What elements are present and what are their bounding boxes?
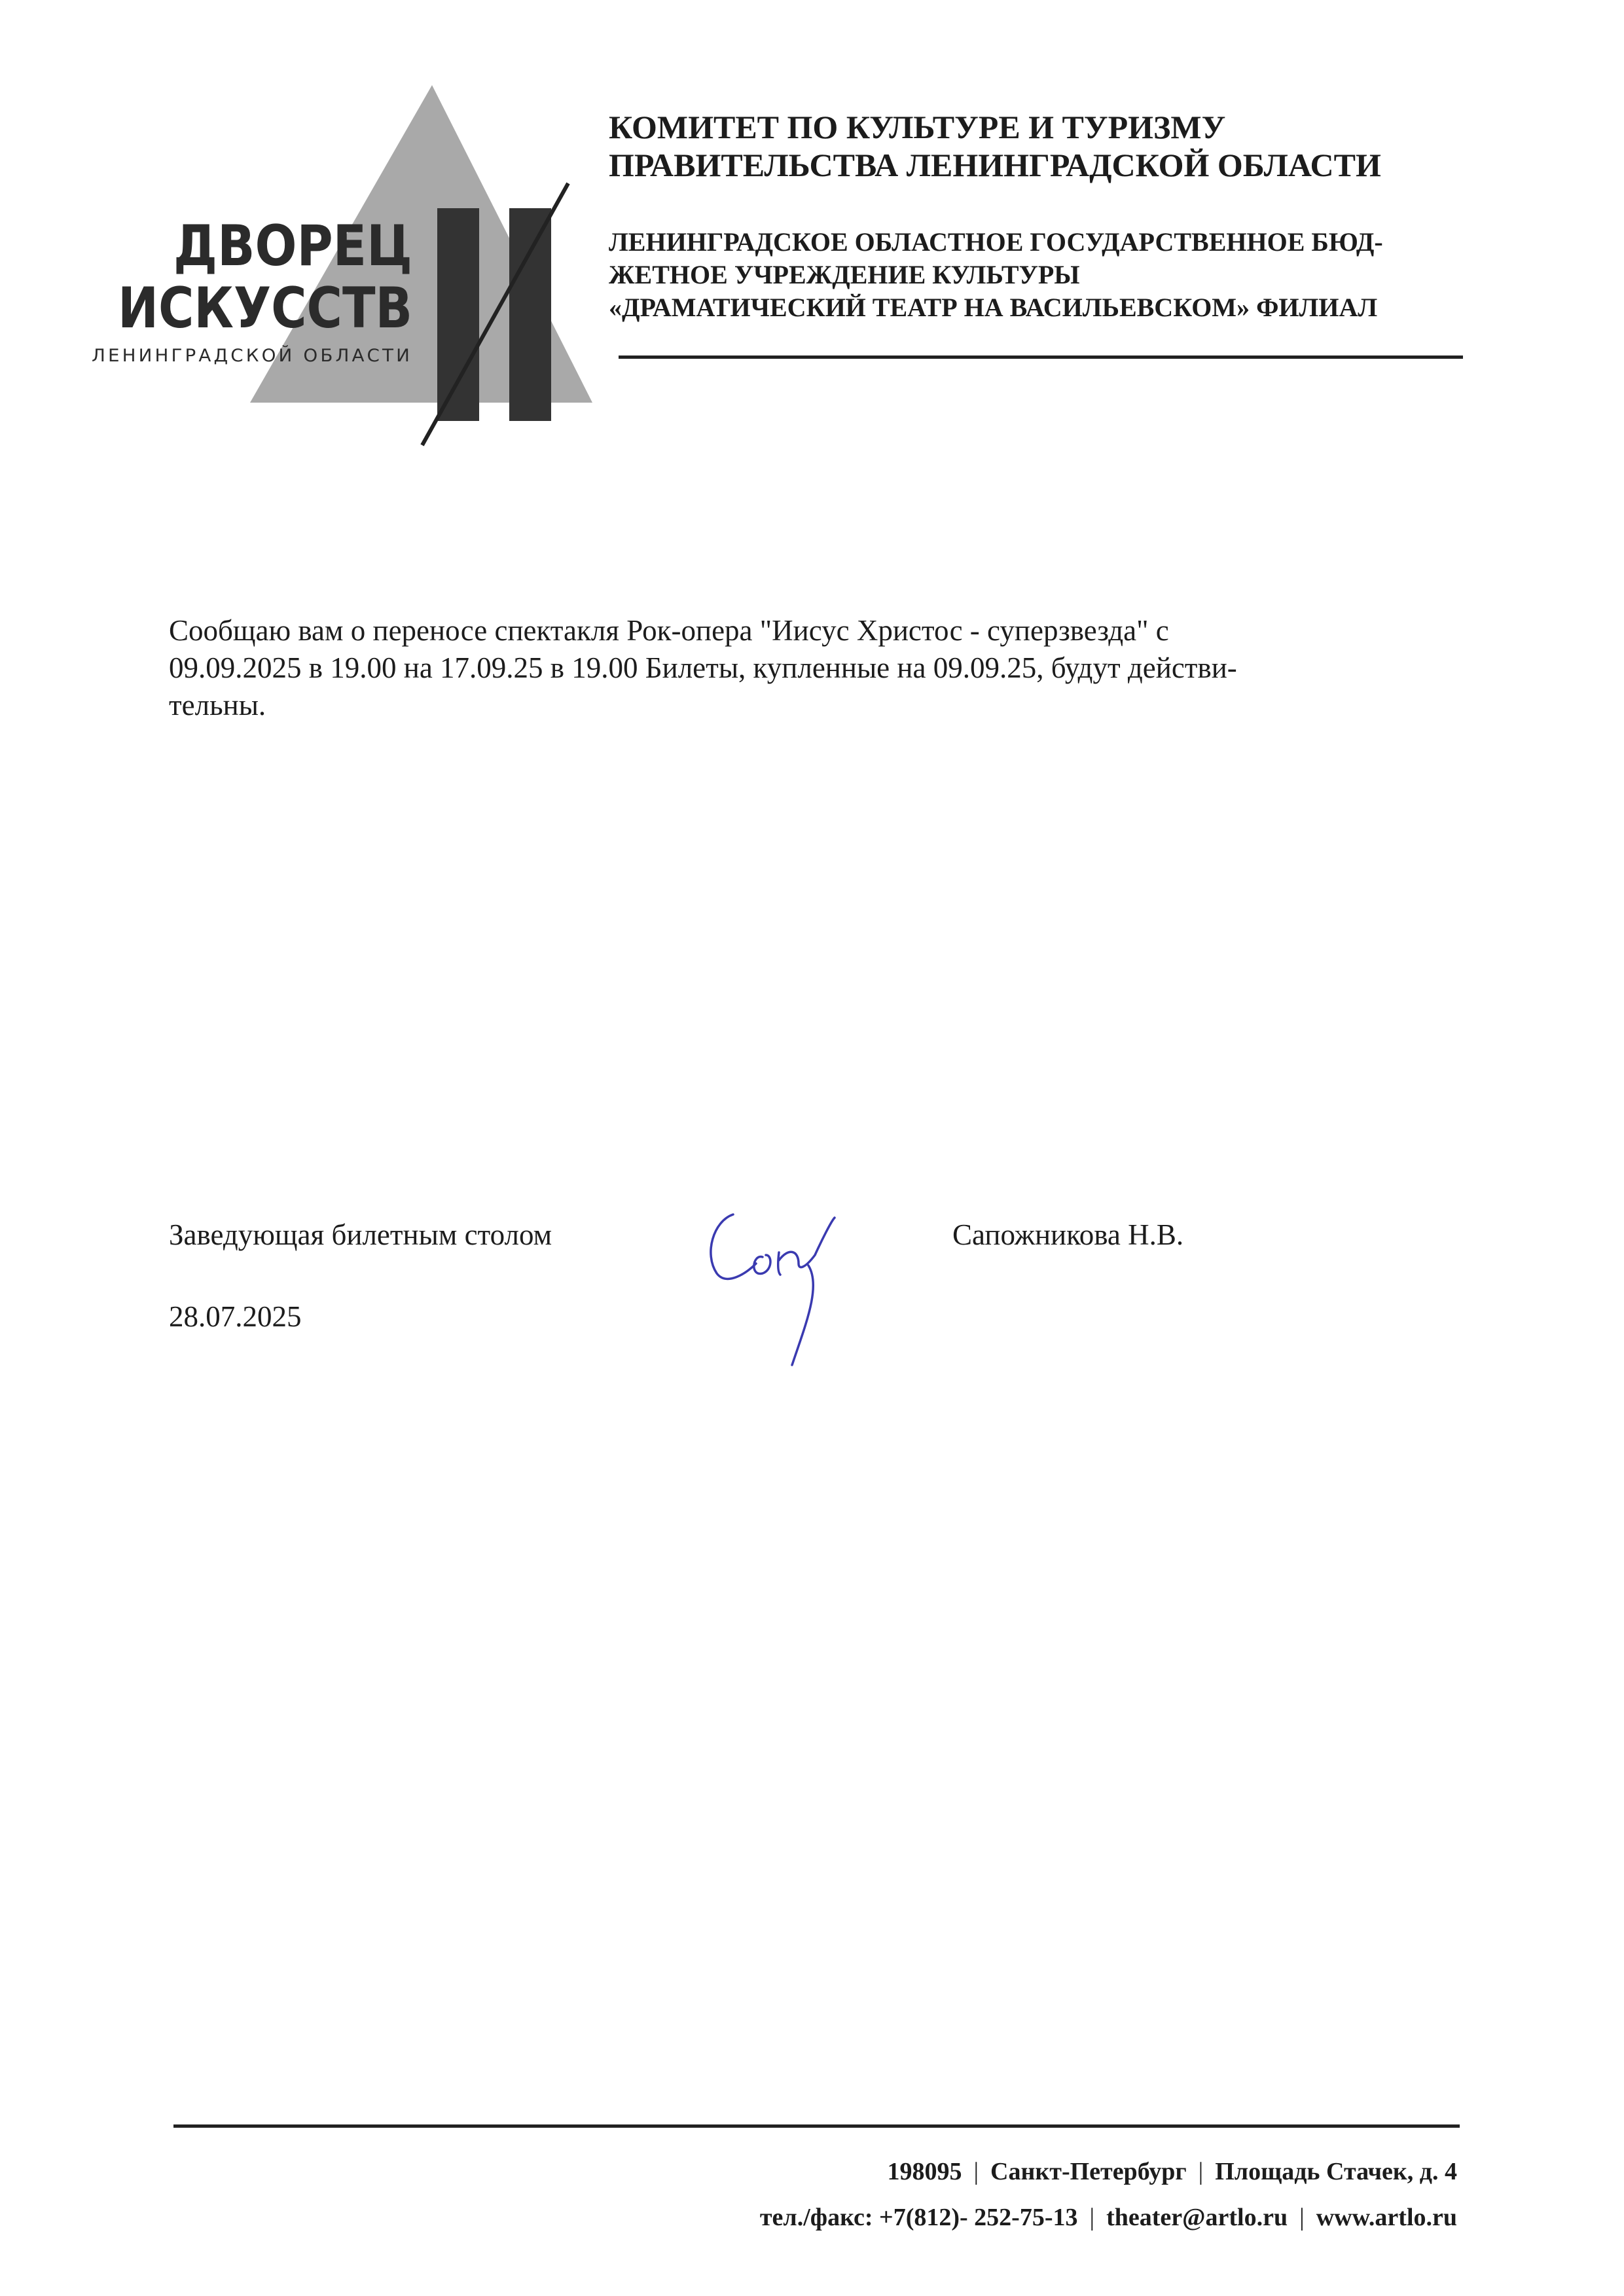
handwritten-signature bbox=[700, 1195, 871, 1391]
footer-street: Площадь Стачек, д. 4 bbox=[1215, 2158, 1457, 2185]
signatory-name: Сапожникова Н.В. bbox=[952, 1218, 1184, 1251]
organization-name-line: «ДРАМАТИЧЕСКИЙ ТЕАТР НА ВАСИЛЬЕВСКОМ» ФИЛИАЛ bbox=[609, 293, 1378, 322]
signatory-position: Заведующая билетным столом bbox=[169, 1218, 552, 1251]
footer-divider bbox=[173, 2124, 1460, 2128]
footer-contacts: тел./факс: +7(812)- 252-75-13 | theater@artlo.ru | www.artlo.ru bbox=[759, 2204, 1457, 2231]
footer-email[interactable]: theater@artlo.ru bbox=[1106, 2204, 1288, 2231]
letter-body-line: 09.09.2025 в 19.00 на 17.09.25 в 19.00 Билеты, купленные на 09.09.25, будут действи- bbox=[169, 651, 1237, 684]
letter-body-line: Сообщаю вам о переносе спектакля Рок-опера "Иисус Христос - суперзвезда" с bbox=[169, 614, 1169, 647]
organization-name-line: ЖЕТНОЕ УЧРЕЖДЕНИЕ КУЛЬТУРЫ bbox=[609, 260, 1080, 289]
letter-date: 28.07.2025 bbox=[169, 1300, 302, 1333]
logo-line2: ИСКУССТВ bbox=[118, 276, 412, 341]
committee-title-line: ПРАВИТЕЛЬСТВА ЛЕНИНГРАДСКОЙ ОБЛАСТИ bbox=[609, 147, 1381, 183]
letter-body-line: тельны. bbox=[169, 689, 266, 721]
organization-name-line: ЛЕНИНГРАДСКОЕ ОБЛАСТНОЕ ГОСУДАРСТВЕННОЕ БЮД- bbox=[609, 227, 1383, 257]
logo-bar-left bbox=[437, 208, 479, 421]
committee-title-line: КОМИТЕТ ПО КУЛЬТУРЕ И ТУРИЗМУ bbox=[609, 109, 1226, 145]
header-divider bbox=[619, 355, 1463, 359]
footer-website[interactable]: www.artlo.ru bbox=[1316, 2204, 1457, 2231]
organization-name bbox=[609, 226, 1383, 324]
footer-postcode: 198095 bbox=[887, 2158, 962, 2185]
logo-subtitle: ЛЕНИНГРАДСКОЙ ОБЛАСТИ bbox=[92, 346, 404, 366]
letter-body bbox=[169, 612, 1413, 724]
logo-line1: ДВОРЕЦ bbox=[173, 213, 412, 279]
footer-address: 198095 | Санкт-Петербург | Площадь Стачек, д. 4 bbox=[887, 2158, 1457, 2185]
palace-of-arts-logo bbox=[0, 0, 602, 471]
committee-title bbox=[609, 108, 1381, 184]
logo-bar-right bbox=[509, 208, 551, 421]
footer-city: Санкт-Петербург bbox=[990, 2158, 1187, 2185]
footer-phone: тел./факс: +7(812)- 252-75-13 bbox=[759, 2204, 1078, 2231]
